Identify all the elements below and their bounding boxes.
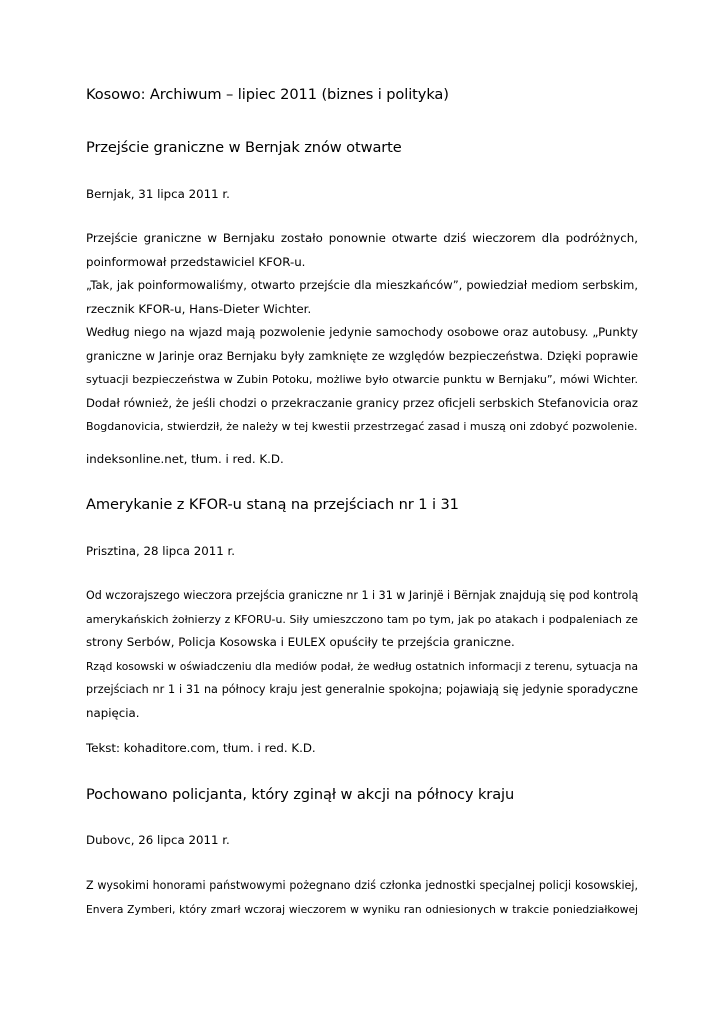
text-line: sytuacji bezpieczeństwa w Zubin Potoku, możliwe było otwarcie punktu w Bernjaku”, mówi Wichter. xyxy=(86,373,638,386)
text-line: Envera Zymberi, który zmarł wczoraj wieczorem w wyniku ran odniesionych w trakcie poniedziałkowej xyxy=(86,902,638,916)
text-line: Rząd kosowski w oświadczeniu dla mediów podał, że według ostatnich informacji z terenu, sytuacja na xyxy=(86,659,638,673)
document-title: Kosowo: Archiwum – lipiec 2011 (biznes i polityka) xyxy=(86,86,449,103)
article-headline: Amerykanie z KFOR-u staną na przejściach nr 1 i 31 xyxy=(86,496,459,513)
text-line: przejściach nr 1 i 31 na północy kraju jest generalnie spokojna; pojawiają się jedynie sporadyczne xyxy=(86,683,638,696)
text-line: Z wysokimi honorami państwowymi pożegnano dziś członka jednostki specjalnej policji kosowskiej, xyxy=(86,879,638,892)
article-dateline: Prisztina, 28 lipca 2011 r. xyxy=(86,544,236,558)
text-line: Według niego na wjazd mają pozwolenie jedynie samochody osobowe oraz autobusy. „Punkty xyxy=(86,325,638,339)
text-line: Od wczorajszego wieczora przejścia graniczne nr 1 i 31 w Jarinjë i Bërnjak znajdują się pod kontrolą xyxy=(86,589,638,602)
article-body xyxy=(86,584,638,725)
text-line: strony Serbów, Policja Kosowska i EULEX opuściły te przejścia graniczne. xyxy=(86,635,515,649)
article-body xyxy=(86,874,638,921)
text-line: graniczne w Jarinje oraz Bernjaku były zamknięte ze względów bezpieczeństwa. Dzięki poprawie xyxy=(86,348,638,363)
article-source: Tekst: kohaditore.com, tłum. i red. K.D. xyxy=(86,741,316,755)
article-source: indeksonline.net, tłum. i red. K.D. xyxy=(86,452,284,466)
text-line: rzecznik KFOR-u, Hans-Dieter Wichter. xyxy=(86,301,312,316)
text-line: Bogdanovicia, stwierdził, że należy w tej kwestii przestrzegać zasad i muszą oni zdobyć pozwolenie. xyxy=(86,420,638,433)
text-line: poinformował przedstawiciel KFOR-u. xyxy=(86,254,306,269)
text-line: Przejście graniczne w Bernjaku zostało ponownie otwarte dziś wieczorem dla podróżnych, xyxy=(86,231,638,245)
text-line: „Tak, jak poinformowaliśmy, otwarto przejście dla mieszkańców”, powiedział mediom serbskim, xyxy=(86,278,638,292)
article-headline: Pochowano policjanta, który zginął w akcji na północy kraju xyxy=(86,786,515,803)
text-line: napięcia. xyxy=(86,705,140,720)
article-body xyxy=(86,227,638,439)
text-line: amerykańskich żołnierzy z KFORU-u. Siły umieszczono tam po tym, jak po atakach i podpaleniach ze xyxy=(86,612,638,626)
article-headline: Przejście graniczne w Bernjak znów otwarte xyxy=(86,139,402,156)
article-dateline: Bernjak, 31 lipca 2011 r. xyxy=(86,187,230,201)
text-line: Dodał również, że jeśli chodzi o przekraczanie granicy przez oficjeli serbskich Stefanovicia oraz xyxy=(86,395,638,410)
article-dateline: Dubovc, 26 lipca 2011 r. xyxy=(86,833,230,847)
